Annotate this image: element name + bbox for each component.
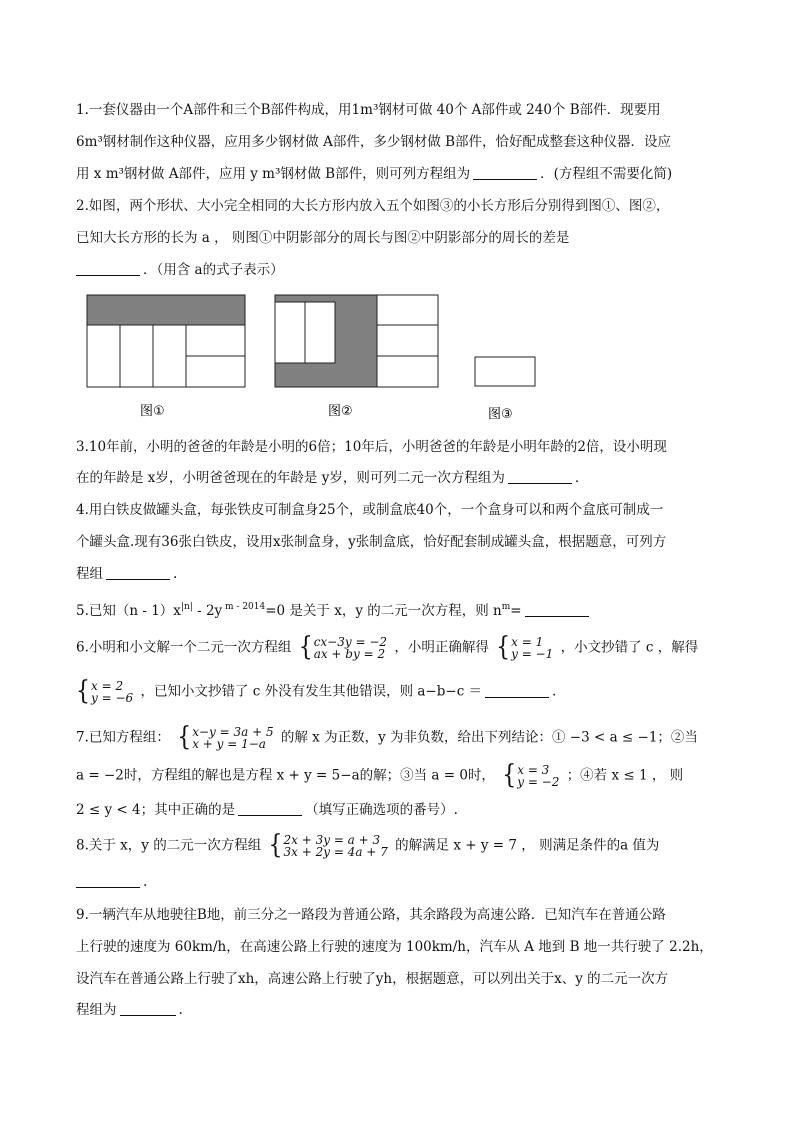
equation: x = 1 [511,635,544,649]
q8-line1 [76,830,660,861]
q5-exponent: |n| [180,602,193,612]
q4-text: 程组 [76,566,103,582]
q2-line1: 2.如图，两个形状、大小完全相同的大长方形内放入五个如图③的小长方形后分别得到图①、图②， [76,198,670,214]
q1-line1: 1.一套仪器由一个A部件和三个B部件构成，用1m³钢材可做 40个 A部件或 240个 B部件．现要用 [76,102,661,118]
q7-line1 [76,722,698,753]
equation: x−y = 3a + 5 [192,725,274,739]
q4-line1: 4.用白铁皮做罐头盒，每张铁皮可制盒身25个，或制盒底40个，一个盒身可以和两个盒底可制成一 [76,502,664,518]
fig1-label: 图① [140,404,165,419]
answer-blank [76,261,140,276]
q7-text3-end: （填写正确选项的番号）. [305,802,458,818]
answer-blank [485,683,549,698]
answer-blank [120,1001,176,1016]
solution-system: { x = 2 y = −6 [76,676,134,707]
q3-text: 在的年龄是 x岁，小明爸爸现在的年龄是 y岁，则可列二元一次方程组为 [76,470,505,486]
answer-blank [508,469,572,484]
q7-text2: a = −2时，方程组的解也是方程 x + y = 5−a的解；③当 a = 0时， [76,767,495,784]
q5-exponent: m [501,602,511,612]
q7-line3 [76,800,458,820]
q1-text-end: ．(方程组不需要化简) [540,166,673,182]
q1-line3 [76,164,672,184]
equation: 2x + 3y = a + 3 [283,833,381,847]
q5-text-mid: - 2y [192,603,223,619]
solution-system: { x = 1 y = −1 [496,632,554,663]
q8-text: 8.关于 x，y 的二元一次方程组 [76,837,262,854]
q8-text-post: 的解满足 x + y = 7 ， 则满足条件的a 值为 [395,837,660,854]
equation: x = 3 [517,763,550,777]
q4-line2: 个罐头盒.现有36张白铁皮，设用x张制盒身，y张制盒底，恰好配套制成罐头盒，根据题意，可列方 [76,534,667,550]
answer-blank [238,801,302,816]
equation: y = −2 [517,775,560,789]
q6-text-end: . [552,683,557,700]
answer-blank [106,565,170,580]
solution-system: { x = 3 y = −2 [502,760,560,791]
q7-text3: 2 ≤ y < 4；其中正确的是 [76,802,236,818]
q5-text-end: = [510,603,522,619]
q8-text-end: . [143,874,148,890]
q2-figures [0,285,794,425]
equation-system: { 2x + 3y = a + 3 3x + 2y = 4a + 7 [268,830,388,861]
q6-text-mid: ，小明正确解得 [394,639,489,656]
equation: x + y = 1−a [192,737,266,751]
q4-text-end: . [173,566,178,582]
figure-3 [475,357,535,386]
q5-text: 5.已知（n - 1）x [76,603,181,619]
q9-line2: 上行驶的速度为 60km/h，在高速公路上行驶的速度为 100km/h，汽车从 A 地到 B 地一共行驶了 2.2h， [76,939,713,955]
equation: cx−3y = −2 [313,635,388,649]
q7-text-post: 的解 x 为正数，y 为非负数，给出下列结论：① −3 < a ≤ −1；②当 [280,729,698,746]
q9-line3: 设汽车在普通公路上行驶了xh，高速公路上行驶了yh，根据题意，可以列出关于x、y 的二元一次方 [76,971,669,987]
q8-line2 [76,872,147,892]
q9-line1: 9.一辆汽车从地驶往B地，前三分之一路段为普通公路，其余路段为高速公路．已知汽车在普通公路 [76,907,666,923]
equation-system: { cx−3y = −2 ax + by = 2 [298,632,388,663]
q2-text-end: ．（用含 a的式子表示） [143,262,284,278]
q9-line4 [76,1000,183,1020]
answer-blank [76,873,140,888]
q6-text-post: ，小文抄错了 c ，解得 [560,639,699,656]
q7-line2 [76,760,684,791]
q1-text: 用 x m³钢材做 A部件，应用 y m³钢材做 B部件，则可列方程组为 [76,166,471,182]
figure-2 [275,295,438,387]
equation: ax + by = 2 [313,647,386,661]
q4-line3 [76,564,177,584]
q6-text-mid2: ，已知小文抄错了 c 外没有发生其他错误，则 a−b−c ＝ [140,683,483,700]
q9-text: 程组为 [76,1002,117,1018]
equation: y = −6 [91,691,134,705]
q7-text2-post: ；④若 x ≤ 1 ， 则 [566,767,684,784]
answer-blank [525,602,589,617]
q3-text-end: ． [574,470,589,486]
equation: 3x + 2y = 4a + 7 [283,845,388,859]
equation: y = −1 [511,647,554,661]
q3-line1: 3.10年前，小明的爸爸的年龄是小明的6倍；10年后，小明爸爸的年龄是小明年龄的2倍，设小明现 [76,439,667,455]
q3-line2 [76,468,588,488]
q2-line2: 已知大长方形的长为 a ， 则图①中阴影部分的周长与图②中阴影部分的周长的差是 [76,230,570,246]
q6-text: 6.小明和小文解一个二元一次方程组 [76,639,292,656]
q5-line1 [76,597,592,621]
q5-exponent: m - 2014 [222,602,266,612]
q7-text: 7.已知方程组： [76,729,170,746]
fig3-label: 图③ [488,407,513,422]
q9-text-end: . [178,1002,183,1018]
q1-line2: 6m³钢材制作这种仪器，应用多少钢材做 A部件，多少钢材做 B部件，恰好配成整套这种仪器．设应 [76,134,672,150]
equation-system: { x−y = 3a + 5 x + y = 1−a [177,722,274,753]
answer-blank [473,165,537,180]
q2-line3 [76,260,284,280]
q6-line1 [76,632,699,663]
q5-text-post: =0 是关于 x，y 的二元一次方程，则 n [265,603,502,619]
figure-1 [87,295,245,387]
fig2-label: 图② [328,404,353,419]
q6-line2 [76,676,557,707]
equation: x = 2 [91,679,124,693]
